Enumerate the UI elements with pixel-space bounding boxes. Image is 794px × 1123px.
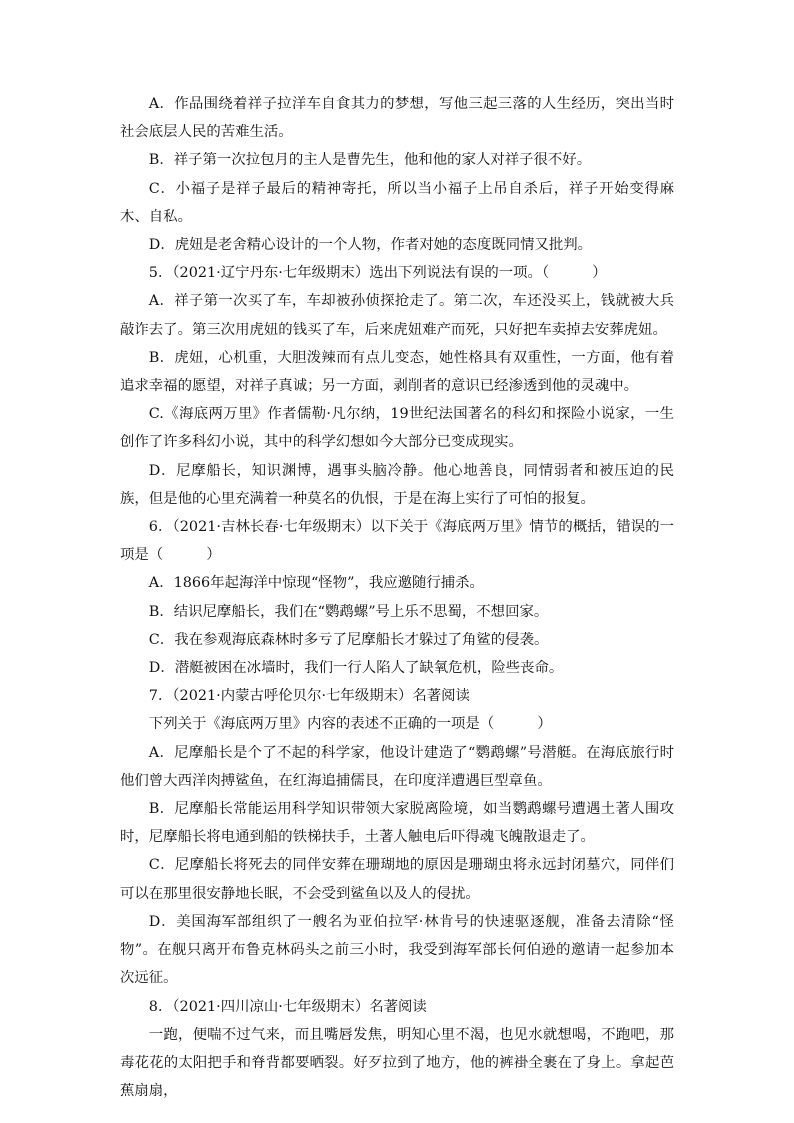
q6-option-c: C．我在参观海底森林时多亏了尼摩船长才躲过了角鲨的侵袭。 (148, 631, 549, 648)
q7-option-c: C．尼摩船长将死去的同伴安葬在珊瑚地的原因是珊瑚虫将永远封闭墓穴，同伴们可以在那里很安静地长眠，不会受到鲨鱼以及人的侵扰。 (120, 857, 674, 902)
question-8-header: 8．（2021·四川凉山·七年级期末）名著阅读 (148, 998, 427, 1015)
q7-option-a: A．尼摩船长是个了不起的科学家，他设计建造了“鹦鹉螺”号潜艇。在海底旅行时他们曾大西洋肉搏鲨鱼，在红海追捕儒艮，在印度洋遭遇巨型章鱼。 (120, 744, 674, 789)
q7-option-b: B．尼摩船长常能运用科学知识带领大家脱离险境，如当鹦鹉螺号遭遇土著人围攻时，尼摩船长将电通到船的铁梯扶手，土著人触电后吓得魂飞魄散退走了。 (120, 801, 674, 846)
question-5-stem: 5．（2021·辽宁丹东·七年级期末）选出下列说法有误的一项。（ ） (148, 265, 607, 282)
q5-option-c: C.《海底两万里》作者儒勒·凡尔纳，19世纪法国著名的科幻和探险小说家，一生创作了许多科幻小说，其中的科学幻想如今大部分已变成现实。 (120, 406, 674, 451)
q8-passage: 一跑，便喘不过气来，而且嘴唇发焦，明知心里不渴，也见水就想喝，不跑吧，那毒花花的太阳把手和脊背都要晒裂。好歹拉到了地方，他的裤褂全裹在了身上。拿起芭蕉扇扇， (120, 1026, 674, 1100)
option-a: A．作品围绕着祥子拉洋车自食其力的梦想，写他三起三落的人生经历，突出当时社会底层人民的苦难生活。 (120, 96, 674, 141)
q6-option-d: D．潜艇被困在冰墙时，我们一行人陷人了缺氧危机，险些丧命。 (148, 660, 564, 677)
question-7-stem: 下列关于《海底两万里》内容的表述不正确的一项是（ ） (148, 716, 552, 733)
option-b: B．祥子第一次拉包月的主人是曹先生，他和他的家人对祥子很不好。 (148, 152, 592, 169)
question-7-header: 7．（2021·内蒙古呼伦贝尔·七年级期末）名著阅读 (148, 688, 470, 705)
q6-option-b: B．结识尼摩船长，我们在“鹦鹉螺”号上乐不思蜀，不想回家。 (148, 603, 549, 620)
q6-option-a: A．1866年起海洋中惊现“怪物”，我应邀随行捕杀。 (148, 575, 484, 592)
question-6-stem: 6．（2021·吉林长春·七年级期末）以下关于《海底两万里》情节的概括，错误的一项是（ ） (120, 519, 674, 564)
option-d: D．虎妞是老舍精心设计的一个人物，作者对她的态度既同情又批判。 (148, 237, 593, 254)
q5-option-b: B．虎妞，心机重，大胆泼辣而有点儿变态，她性格具有双重性，一方面，他有着追求幸福的愿望，对祥子真诚；另一方面，剥削者的意识已经渗透到他的灵魂中。 (120, 349, 674, 395)
q7-option-d: D．美国海军部组织了一艘名为亚伯拉罕·林肯号的快速驱逐舰，准备去清除“怪物”。在舰只离开布鲁克林码头之前三小时，我受到海军部长何伯逊的邀请一起参加本次远征。 (120, 913, 674, 987)
q5-option-a: A．祥子第一次买了车，车却被孙侦探抢走了。第二次，车还没买上，钱就被大兵敲诈去了。第三次用虎妞的钱买了车，后来虎妞难产而死，只好把车卖掉去安葬虎妞。 (120, 293, 674, 338)
option-c: C．小福子是祥子最后的精神寄托，所以当小福子上吊自杀后，祥子开始变得麻木、自私。 (120, 180, 674, 225)
document-page (120, 90, 674, 1105)
q5-option-d: D．尼摩船长，知识渊博，遇事头脑冷静。他心地善良，同情弱者和被压迫的民族，但是他的心里充满着一种莫名的仇恨，于是在海上实行了可怕的报复。 (120, 462, 674, 507)
